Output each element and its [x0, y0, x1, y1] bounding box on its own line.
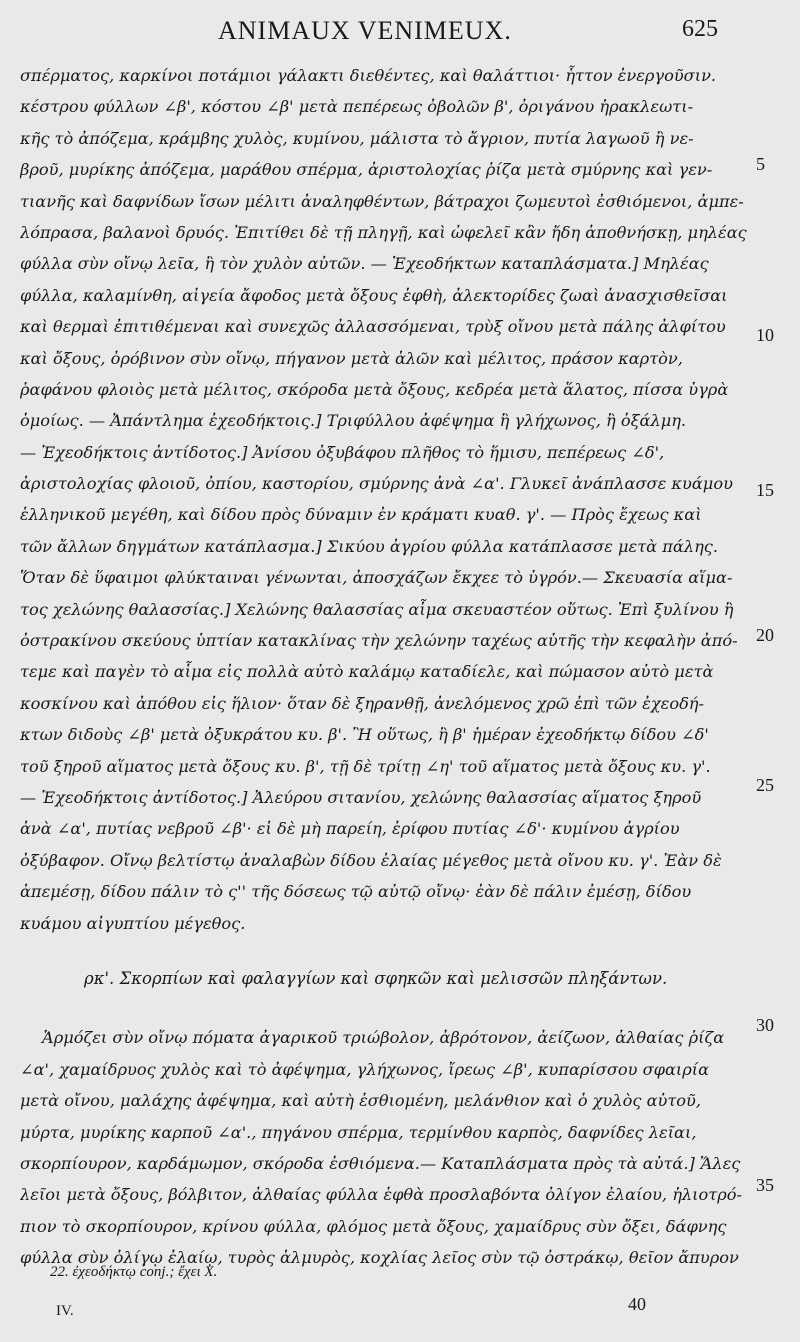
- running-title: ANIMAUX VENIMEUX.: [218, 16, 512, 45]
- line-number: 20: [756, 625, 774, 645]
- line-number: 15: [756, 480, 774, 500]
- page-number: 625: [682, 16, 718, 42]
- text-line: λόπρασα, βαλανοὶ δρυός. Ἐπιτίθει δὲ τῇ πληγῇ, καὶ ὠφελεῖ κἂν ἤδη ἀποθνήσκῃ, μηλέας: [20, 222, 747, 242]
- folio-number: 40: [628, 1294, 646, 1314]
- text-line: ῥαφάνου φλοιὸς μετὰ μέλιτος, σκόροδα μετὰ ὄξους, κεδρέα μετὰ ἅλατος, πίσσα ὑγρὰ: [20, 379, 729, 399]
- text-line: φύλλα σὺν οἴνῳ λεῖα, ἢ τὸν χυλὸν αὐτῶν. — Ἐχεοδήκτων καταπλάσματα.] Μηλέας: [20, 254, 709, 274]
- text-line: σπέρματος, καρκίνοι ποτάμιοι γάλακτι διεθέντες, καὶ θαλάττιοι· ἧττον ἐνεργοῦσιν.: [20, 66, 717, 85]
- text-line: ἀνὰ ∠α', πυτίας νεβροῦ ∠β'· εἰ δὲ μὴ παρείη, ἐρίφου πυτίας ∠δ'· κυμίνου ἀγρίου: [20, 819, 680, 839]
- text-line: ὀστρακίνου σκεύους ὑπτίαν κατακλίνας τὴν χελώνην ταχέως αὐτῆς τὴν κεφαλὴν ἀπό-: [20, 631, 738, 651]
- text-line: κέστρου φύλλων ∠β', κόστου ∠β' μετὰ πεπέρεως ὀβολῶν β', ὀριγάνου ἡρακλεωτι-: [20, 97, 694, 117]
- text-line: σκορπίουρον, καρδάμωμον, σκόροδα ἐσθιόμενα.— Καταπλάσματα πρὸς τὰ αὐτά.] Ἅλες: [20, 1153, 741, 1173]
- text-line: Ὅταν δὲ ὕφαιμοι φλύκταιναι γένωνται, ἀποσχάζων ἔκχεε τὸ ὑγρόν.— Σκευασία αἵμα-: [20, 568, 733, 588]
- text-line: μετὰ οἴνου, μαλάχης ἀφέψημα, καὶ αὐτὴ ἐσθιομένη, μελάνθιον καὶ ὁ χυλὸς αὐτοῦ,: [20, 1091, 702, 1111]
- text-line: τιανῆς καὶ δαφνίδων ἴσων μέλιτι ἀναληφθέντων, βάτραχοι ζωμευτοὶ ἐσθιόμενοι, ἀμπε-: [20, 191, 744, 211]
- text-line: μύρτα, μυρίκης καρποῦ ∠α'., πηγάνου σπέρμα, τερμίνθου καρπὸς, δαφνίδες λεῖαι,: [20, 1122, 697, 1142]
- text-line: βροῦ, μυρίκης ἀπόζεμα, μαράθου σπέρμα, ἀριστολοχίας ῥίζα μετὰ σμύρνης καὶ γεν-: [20, 160, 713, 180]
- text-line: κοσκίνου καὶ ἀπόθου εἰς ἥλιον· ὅταν δὲ ξηρανθῇ, ἀνελόμενος χρῶ ἐπὶ τῶν ἐχεοδή-: [20, 693, 704, 713]
- body-text: [20, 60, 750, 1273]
- text-line: ∠α', χαμαίδρυος χυλὸς καὶ τὸ ἀφέψημα, γλήχωνος, ἴρεως ∠β', κυπαρίσσου σφαιρία: [20, 1059, 710, 1079]
- text-line: τῶν ἄλλων δηγμάτων κατάπλασμα.] Σικύου ἀγρίου φύλλα κατάπλασσε μετὰ πάλης.: [20, 536, 718, 556]
- text-line: τοῦ ξηροῦ αἵματος μετὰ ὄξους κυ. β', τῇ δὲ τρίτῃ ∠η' τοῦ αἵματος μετὰ ὄξους κυ. γ'.: [20, 756, 711, 776]
- section-heading: ρκ'. Σκορπίων καὶ φαλαγγίων καὶ σφηκῶν καὶ μελισσῶν πληξάντων.: [84, 968, 668, 988]
- text-line: τεμε καὶ παγὲν τὸ αἷμα εἰς πολλὰ αὐτὸ καλάμῳ καταδίελε, καὶ πώμασον αὐτὸ μετὰ: [20, 662, 714, 682]
- text-line: Ἁρμόζει σὺν οἴνῳ πόματα ἀγαρικοῦ τριώβολον, ἀβρότονον, ἀείζωον, ἀλθαίας ῥίζα: [42, 1028, 725, 1048]
- text-line: φύλλα, καλαμίνθη, αἰγεία ἄφοδος μετὰ ὄξους ἑφθὴ, ἀλεκτορίδες ζωαὶ ἀνασχισθεῖσαι: [20, 285, 728, 305]
- text-line: ἑλληνικοῦ μεγέθη, καὶ δίδου πρὸς δύναμιν ἐν κράματι κυαθ. γ'. — Πρὸς ἔχεως καὶ: [20, 505, 702, 525]
- line-number: 25: [756, 775, 774, 795]
- text-line: φύλλα σὺν ὀλίγῳ ἐλαίῳ, τυρὸς ἁλμυρὸς, κοχλίας λεῖος σὺν τῷ ὀστράκῳ, θεῖον ἄπυρον: [20, 1248, 739, 1268]
- text-line: — Ἐχεοδήκτοις ἀντίδοτος.] Ἀλεύρου σιτανίου, χελώνης θαλασσίας αἵματος ξηροῦ: [20, 787, 702, 807]
- text-line: καὶ θερμαὶ ἐπιτιθέμεναι καὶ συνεχῶς ἀλλασσόμεναι, τρὺξ οἴνου μετὰ πάλης ἀλφίτου: [20, 317, 726, 337]
- line-number: 35: [756, 1175, 774, 1195]
- text-line: κτων διδοὺς ∠β' μετὰ ὀξυκράτου κυ. β'. Ἢ οὕτως, ἢ β' ἡμέραν ἐχεοδήκτῳ δίδου ∠δ': [20, 725, 709, 745]
- text-line: πιον τὸ σκορπίουρον, κρίνου φύλλα, φλόμος μετὰ ὄξους, χαμαίδρυς σὺν ὄξει, δάφνης: [20, 1216, 727, 1236]
- text-line: καὶ ὄξους, ὀρόβινον σὺν οἴνῳ, πήγανον μετὰ ἁλῶν καὶ μέλιτος, πράσον καρτὸν,: [20, 348, 683, 368]
- text-line: τος χελώνης θαλασσίας.] Χελώνης θαλασσίας αἷμα σκευαστέον οὕτως. Ἐπὶ ξυλίνου ἢ: [20, 599, 734, 619]
- line-number: 10: [756, 325, 774, 345]
- line-number: 30: [756, 1015, 774, 1035]
- footnote: 22. ἐχεοδήκτῳ conj.; ἔχει X.: [50, 1264, 218, 1280]
- text-line: ὀξύβαφον. Οἴνῳ βελτίστῳ ἀναλαβὼν δίδου ἐλαίας μέγεθος μετὰ οἴνου κυ. γ'. Ἐὰν δὲ: [20, 850, 722, 870]
- text-line: — Ἐχεοδήκτοις ἀντίδοτος.] Ἀνίσου ὀξυβάφου πλῆθος τὸ ἥμισυ, πεπέρεως ∠δ',: [20, 442, 665, 462]
- line-number: 5: [756, 154, 765, 174]
- text-line: ἀπεμέσῃ, δίδου πάλιν τὸ ς'' τῆς δόσεως τῷ αὐτῷ οἴνῳ· ἐὰν δὲ πάλιν ἐμέσῃ, δίδου: [20, 882, 692, 902]
- text-line: κυάμου αἰγυπτίου μέγεθος.: [20, 913, 246, 933]
- text-line: κῆς τὸ ἀπόζεμα, κράμβης χυλὸς, κυμίνου, μάλιστα τὸ ἄγριον, πυτία λαγωοῦ ἢ νε-: [20, 128, 694, 148]
- text-line: ὁμοίως. — Ἀπάντλημα ἐχεοδήκτοις.] Τριφύλλου ἀφέψημα ἢ γλήχωνος, ἢ ὀξάλμη.: [20, 411, 687, 431]
- running-head: [0, 10, 800, 46]
- text-line: λεῖοι μετὰ ὄξους, βόλβιτον, ἀλθαίας φύλλα ἑφθὰ προσλαβόντα ὀλίγον ἐλαίου, ἡλιοτρό-: [20, 1185, 742, 1205]
- text-line: ἀριστολοχίας φλοιοῦ, ὀπίου, καστορίου, σμύρνης ἀνὰ ∠α'. Γλυκεῖ ἀνάπλασσε κυάμου: [20, 474, 733, 494]
- signature-mark: IV.: [56, 1303, 74, 1319]
